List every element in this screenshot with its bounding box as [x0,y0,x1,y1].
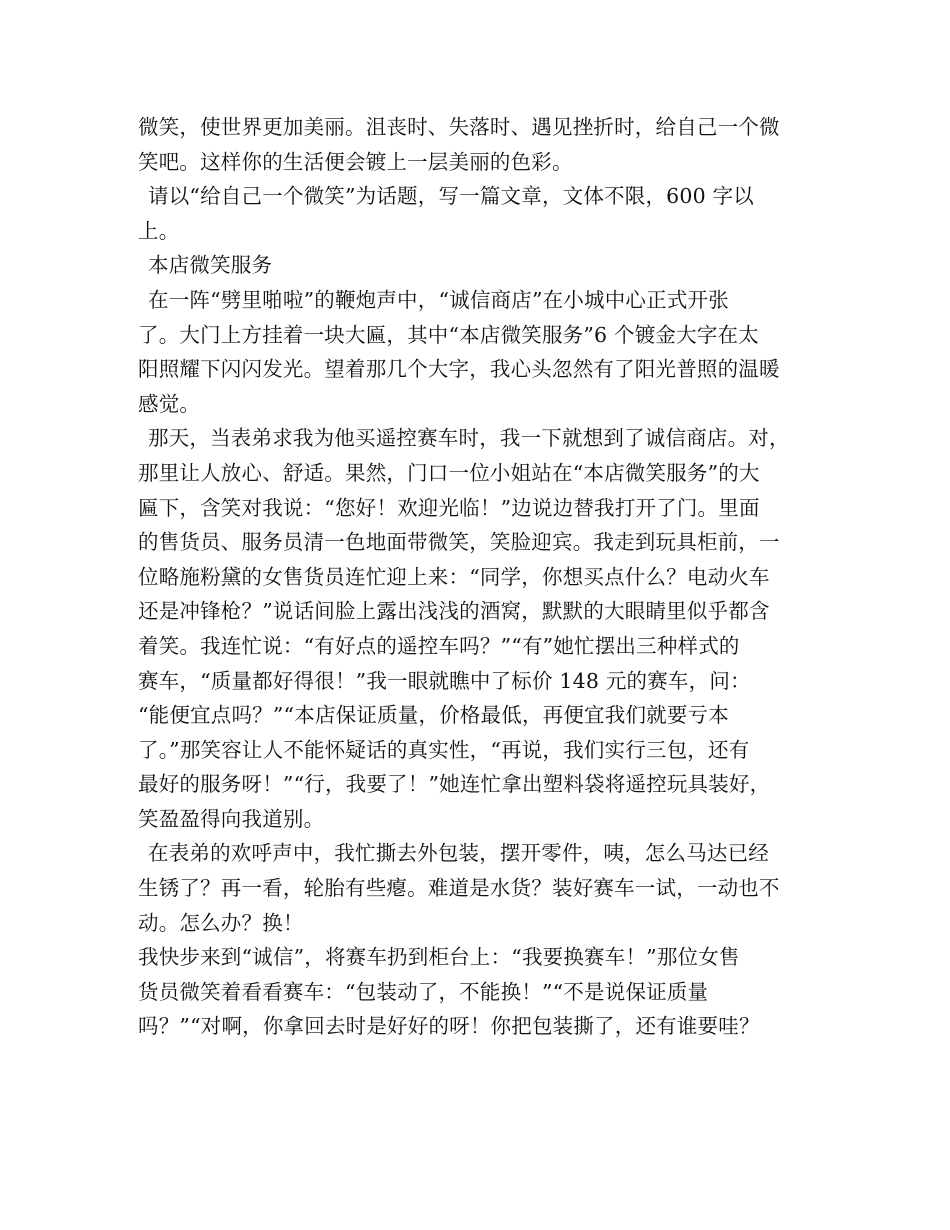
text-line: 阳照耀下闪闪发光。望着那几个大字，我心头忽然有了阳光普照的温暖 [138,357,780,382]
text-line: 匾下，含笑对我说：“您好！欢迎光临！”边说边替我打开了门。里面 [138,495,760,520]
text-line: 上。 [138,218,180,243]
text-line: 本店微笑服务 [148,253,273,278]
text-line: 赛车，“质量都好得很！”我一眼就瞧中了标价 148 元的赛车，问： [138,668,751,693]
text-line: 微笑，使世界更加美丽。沮丧时、失落时、遇见挫折时，给自己一个微 [138,115,780,139]
text-line: 货员微笑着看看赛车：“包装动了，不能换！”“不是说保证质量 [138,979,709,1004]
text-line: “能便宜点吗？”“本店保证质量，价格最低，再便宜我们就要亏本 [138,703,729,728]
text-line: 感觉。 [138,391,201,416]
text-line: 在一阵“劈里啪啦”的鞭炮声中，“诚信商店”在小城中心正式开张 [148,287,729,312]
text-line: 动。怎么办？换！ [138,910,304,935]
text-line: 那里让人放心、舒适。果然，门口一位小姐站在“本店微笑服务”的大 [138,460,760,485]
body-text [138,110,818,1044]
text-line: 在表弟的欢呼声中，我忙撕去外包装，摆开零件，咦，怎么马达已经 [148,841,769,866]
text-line: 笑盈盈得向我道别。 [138,806,325,831]
text-line: 最好的服务呀！”“行，我要了！”她连忙拿出塑料袋将遥控玩具装好， [138,772,771,797]
text-line: 了。”那笑容让人不能怀疑话的真实性，“再说，我们实行三包，还有 [138,737,750,762]
text-line: 我快步来到“诚信”，将赛车扔到柜台上：“我要换赛车！”那位女售 [138,945,740,970]
text-line: 请以“给自己一个微笑”为话题，写一篇文章，文体不限，600 字以 [148,184,755,209]
text-line: 还是冲锋枪？”说话间脸上露出浅浅的酒窝，默默的大眼睛里似乎都含 [138,599,770,624]
text-line: 着笑。我连忙说：“有好点的遥控车吗？”“有”她忙摆出三种样式的 [138,633,740,658]
text-line: 生锈了？再一看，轮胎有些瘪。难道是水货？装好赛车一试，一动也不 [138,876,780,901]
text-line: 的售货员、服务员清一色地面带微笑，笑脸迎宾。我走到玩具柜前，一 [138,530,780,555]
text-line: 吗？”“对啊，你拿回去时是好好的呀！你把包装撕了，还有谁要哇？ [138,1014,760,1039]
text-line: 笑吧。这样你的生活便会镀上一层美丽的色彩。 [138,149,573,174]
text-line: 那天，当表弟求我为他买遥控赛车时，我一下就想到了诚信商店。对， [148,426,790,451]
text-line: 位略施粉黛的女售货员连忙迎上来：“同学，你想买点什么？电动火车 [138,564,770,589]
text-line: 了。大门上方挂着一块大匾，其中“本店微笑服务”6 个镀金大字在太 [138,322,759,347]
